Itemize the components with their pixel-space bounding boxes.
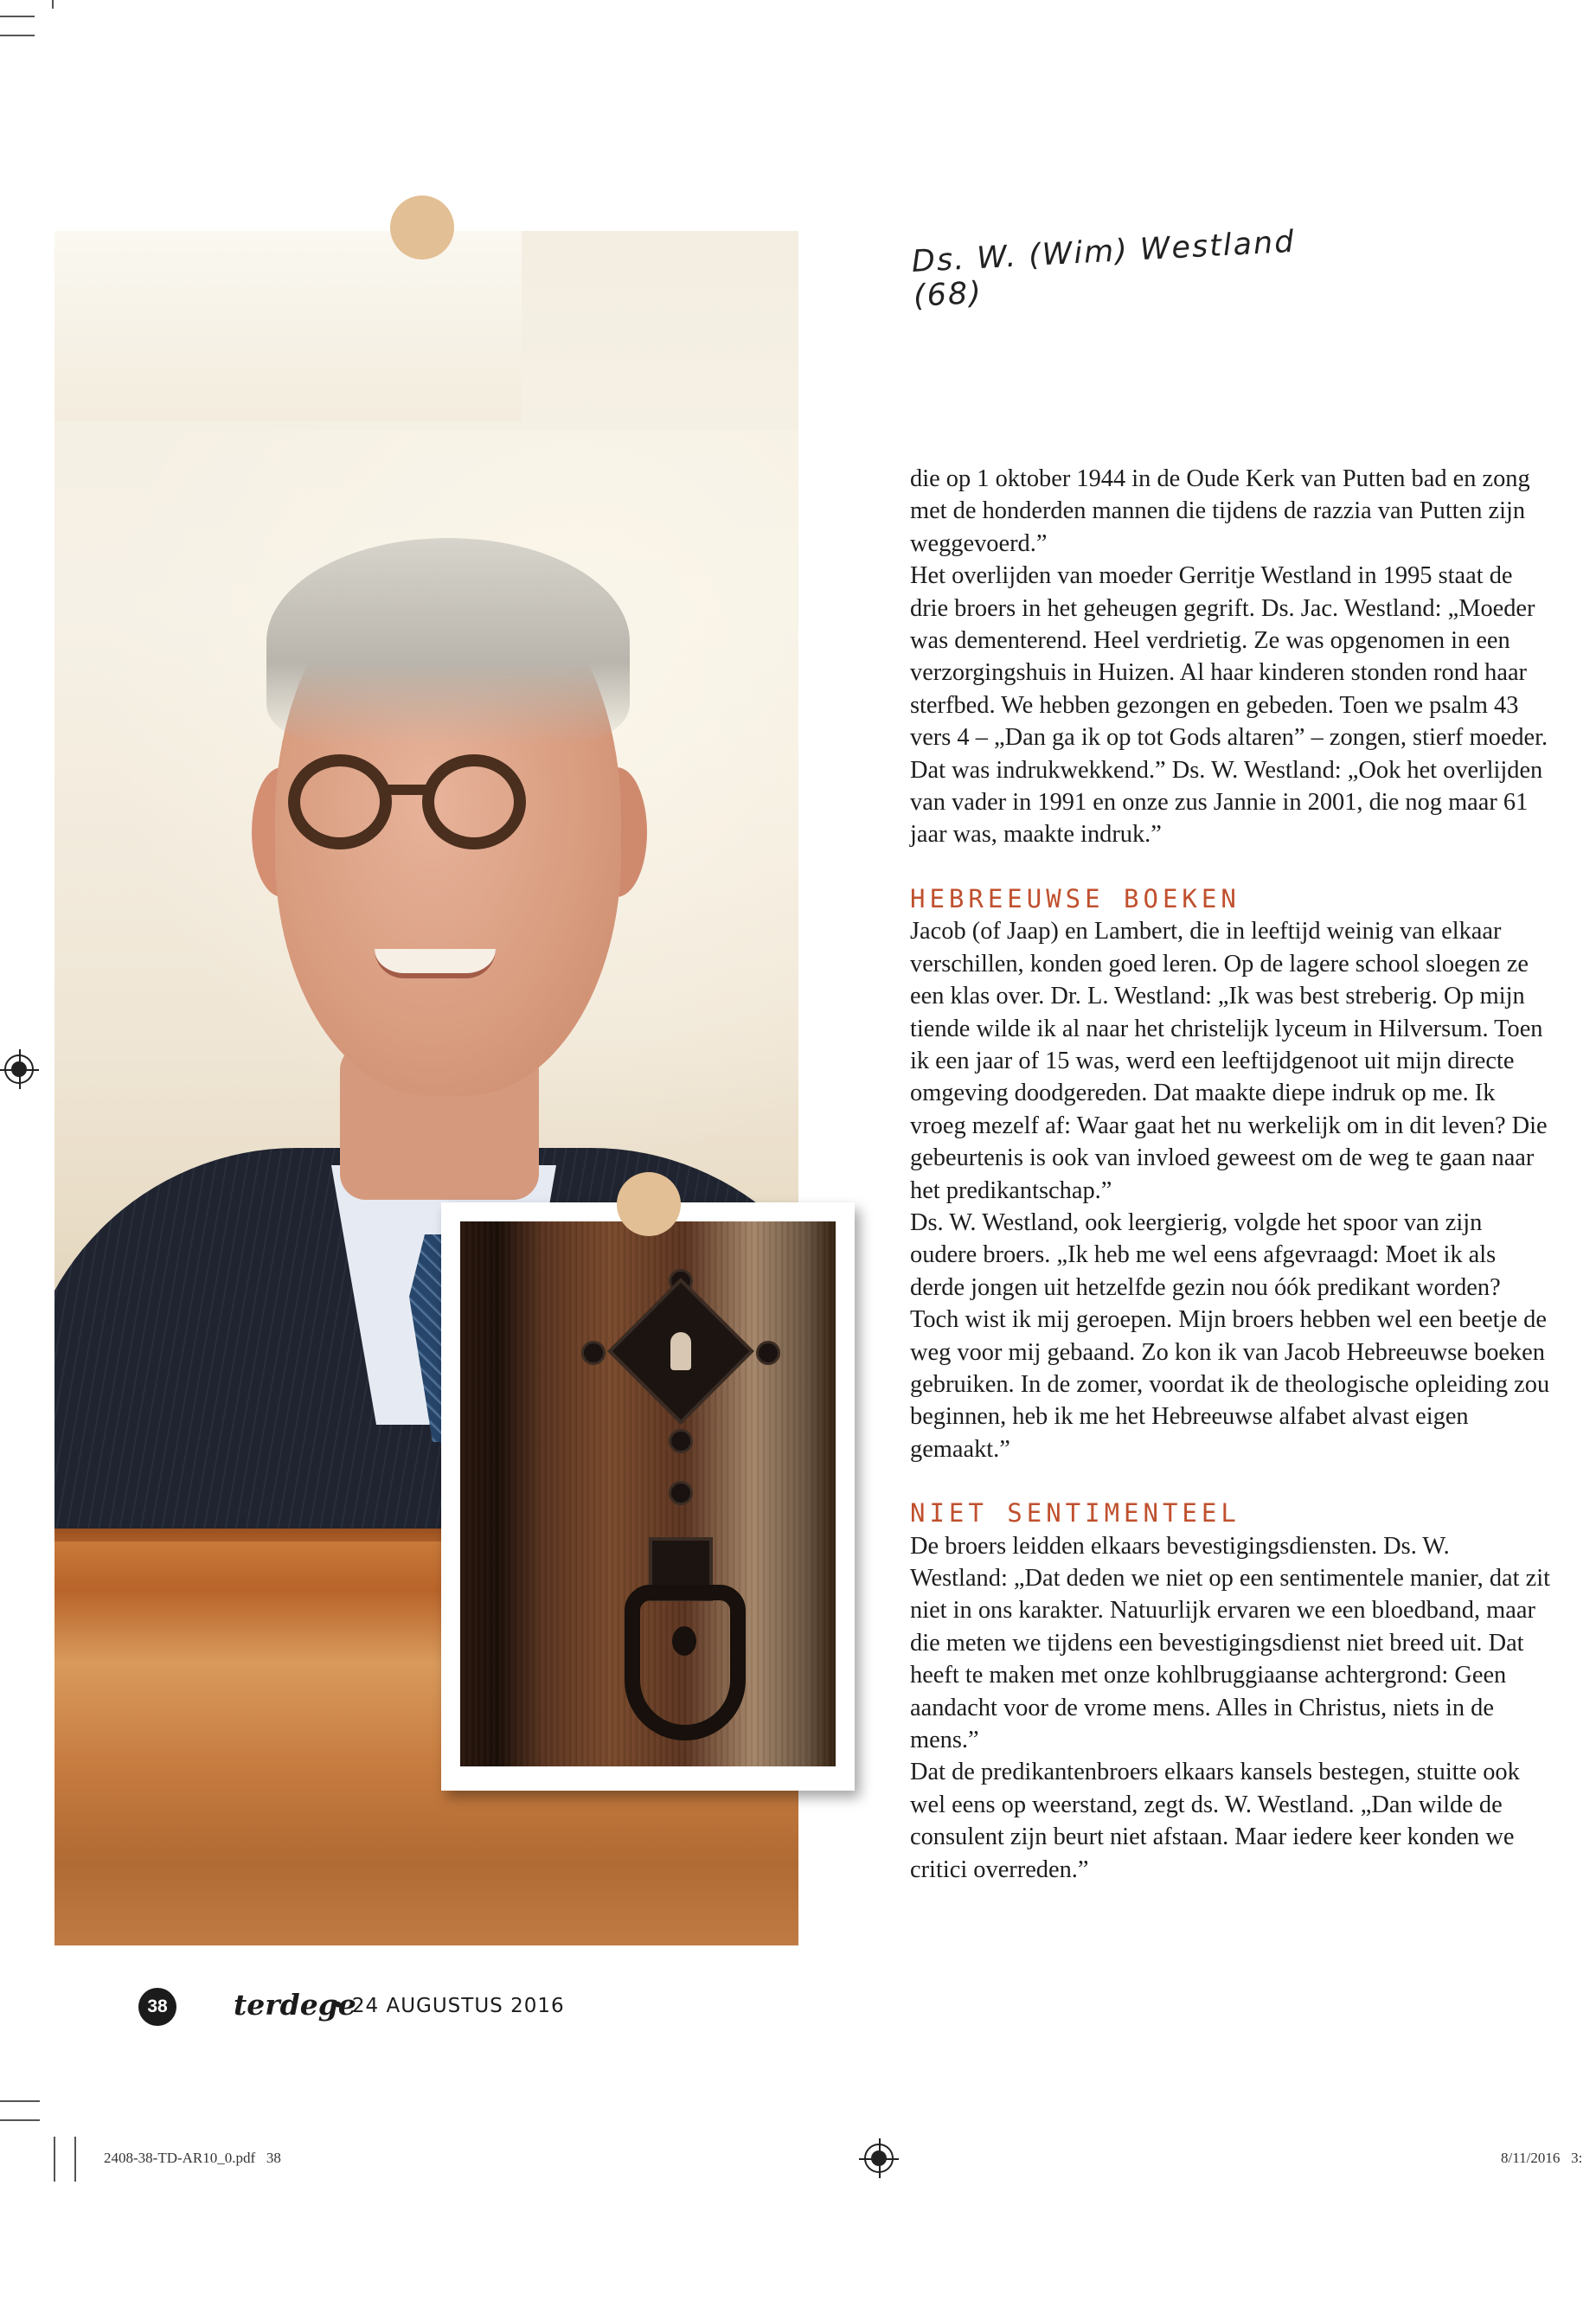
paragraph: Jacob (of Jaap) en Lambert, die in leeftijd weinig van elkaar verschillen, konden goed leren. Op de lagere school sloegen ze een klas over. Dr. L. Westland: „Ik was best streberig. Op mijn tiende wilde ik al naar het christelijk lyceum in Hilversum. Toen ik een jaar of 15 was, werd een leeftijdgenoot uit mijn directe omgeving doodgereden. Dat maakte diepe indruk op me. Ik vroeg mezelf af: Waar gaat het nu werkelijk om in dit leven? Die gebeurtenis is ook van invloed geweest om de weg te gaan naar het predikantschap.” [910, 918, 1548, 1204]
keyhole-icon [670, 1332, 691, 1370]
door-ring-handle [625, 1585, 746, 1740]
print-slug-filename: 2408-38-TD-AR10_0.pdf 38 [104, 2150, 281, 2166]
section-heading: NIET SENTIMENTEEL [910, 1498, 1240, 1529]
crop-mark [0, 2119, 40, 2121]
magazine-logo: terdege [234, 1988, 356, 2022]
registration-mark-icon [4, 1054, 34, 1084]
paragraph: die op 1 oktober 1944 in de Oude Kerk van Putten bad en zong met de honderden mannen die tijdens de razzia van Putten zijn weggevoerd.” [910, 465, 1530, 557]
crop-mark [54, 2137, 55, 2182]
article-body [910, 463, 1550, 1886]
crop-mark [0, 2100, 40, 2102]
crop-mark [74, 2137, 76, 2182]
crop-mark [0, 16, 35, 17]
crop-mark [0, 35, 35, 36]
accent-dot [390, 195, 454, 260]
byline: Ds. W. (Wim) Westland (68) [910, 224, 1297, 314]
crop-mark [52, 0, 54, 9]
paragraph: Dat de predikantenbroers elkaars kansels bestegen, stuitte ook wel eens op weerstand, zegt ds. W. Westland. „Dan wilde de consulent zijn beurt niet afstaan. Maar iedere keer konden we critici overreden.” [910, 1759, 1520, 1883]
paragraph: De broers leidden elkaars bevestigingsdiensten. Ds. W. Westland: „Dat deden we niet op een sentimentele manier, dat zit niet in ons karakter. Natuurlijk ervaren we een bloedband, maar die meten we tijdens een bevestigingsdienst niet breed uit. Dat heeft te maken met onze kohlbruggiaanse achtergrond: Geen aandacht voor de vrome mens. Alles in Christus, niets in de mens.” [910, 1532, 1550, 1754]
registration-mark-icon [864, 2144, 894, 2173]
print-slug-date: 8/11/2016 3: [1501, 2150, 1583, 2166]
door-detail-photo [441, 1202, 855, 1791]
paragraph: Het overlijden van moeder Gerritje Westland in 1995 staat de drie broers in het geheugen gegrift. Ds. Jac. Westland: „Moeder was dementerend. Heel verdrietig. Ze was opgenomen in een verzorgingshuis in Huizen. Al haar kinderen stonden rond haar sterfbed. We hebben gezongen en gebeden. Toen we psalm 43 vers 4 – „Dan ga ik op tot Gods altaren” – zongen, stierf moeder. Dat was indrukwekkend.” Ds. W. Westland: „Ook het overlijden van vader in 1991 en onze zus Jannie in 2001, die nog maar 61 jaar was, maakte indruk.” [910, 562, 1548, 849]
paragraph: Ds. W. Westland, ook leergierig, volgde het spoor van zijn oudere broers. „Ik heb me wel eens afgevraagd: Moet ik als derde jongen uit hetzelfde gezin nou óók predikant worden? Toch wist ik mij geroepen. Mijn broers hebben wel een beetje de weg voor mij gebaand. Zo kon ik van Jacob Hebreeuwse boeken gebruiken. In de zomer, voordat ik de theologische opleiding zou beginnen, heb ik me het Hebreeuwse alfabet alvast eigen gemaakt.” [910, 1208, 1550, 1463]
accent-dot [617, 1172, 681, 1236]
section-heading: HEBREEUWSE BOEKEN [910, 883, 1240, 913]
issue-date: • 24 AUGUSTUS 2016 [332, 1995, 565, 2017]
page-number: 38 [138, 1988, 176, 2026]
